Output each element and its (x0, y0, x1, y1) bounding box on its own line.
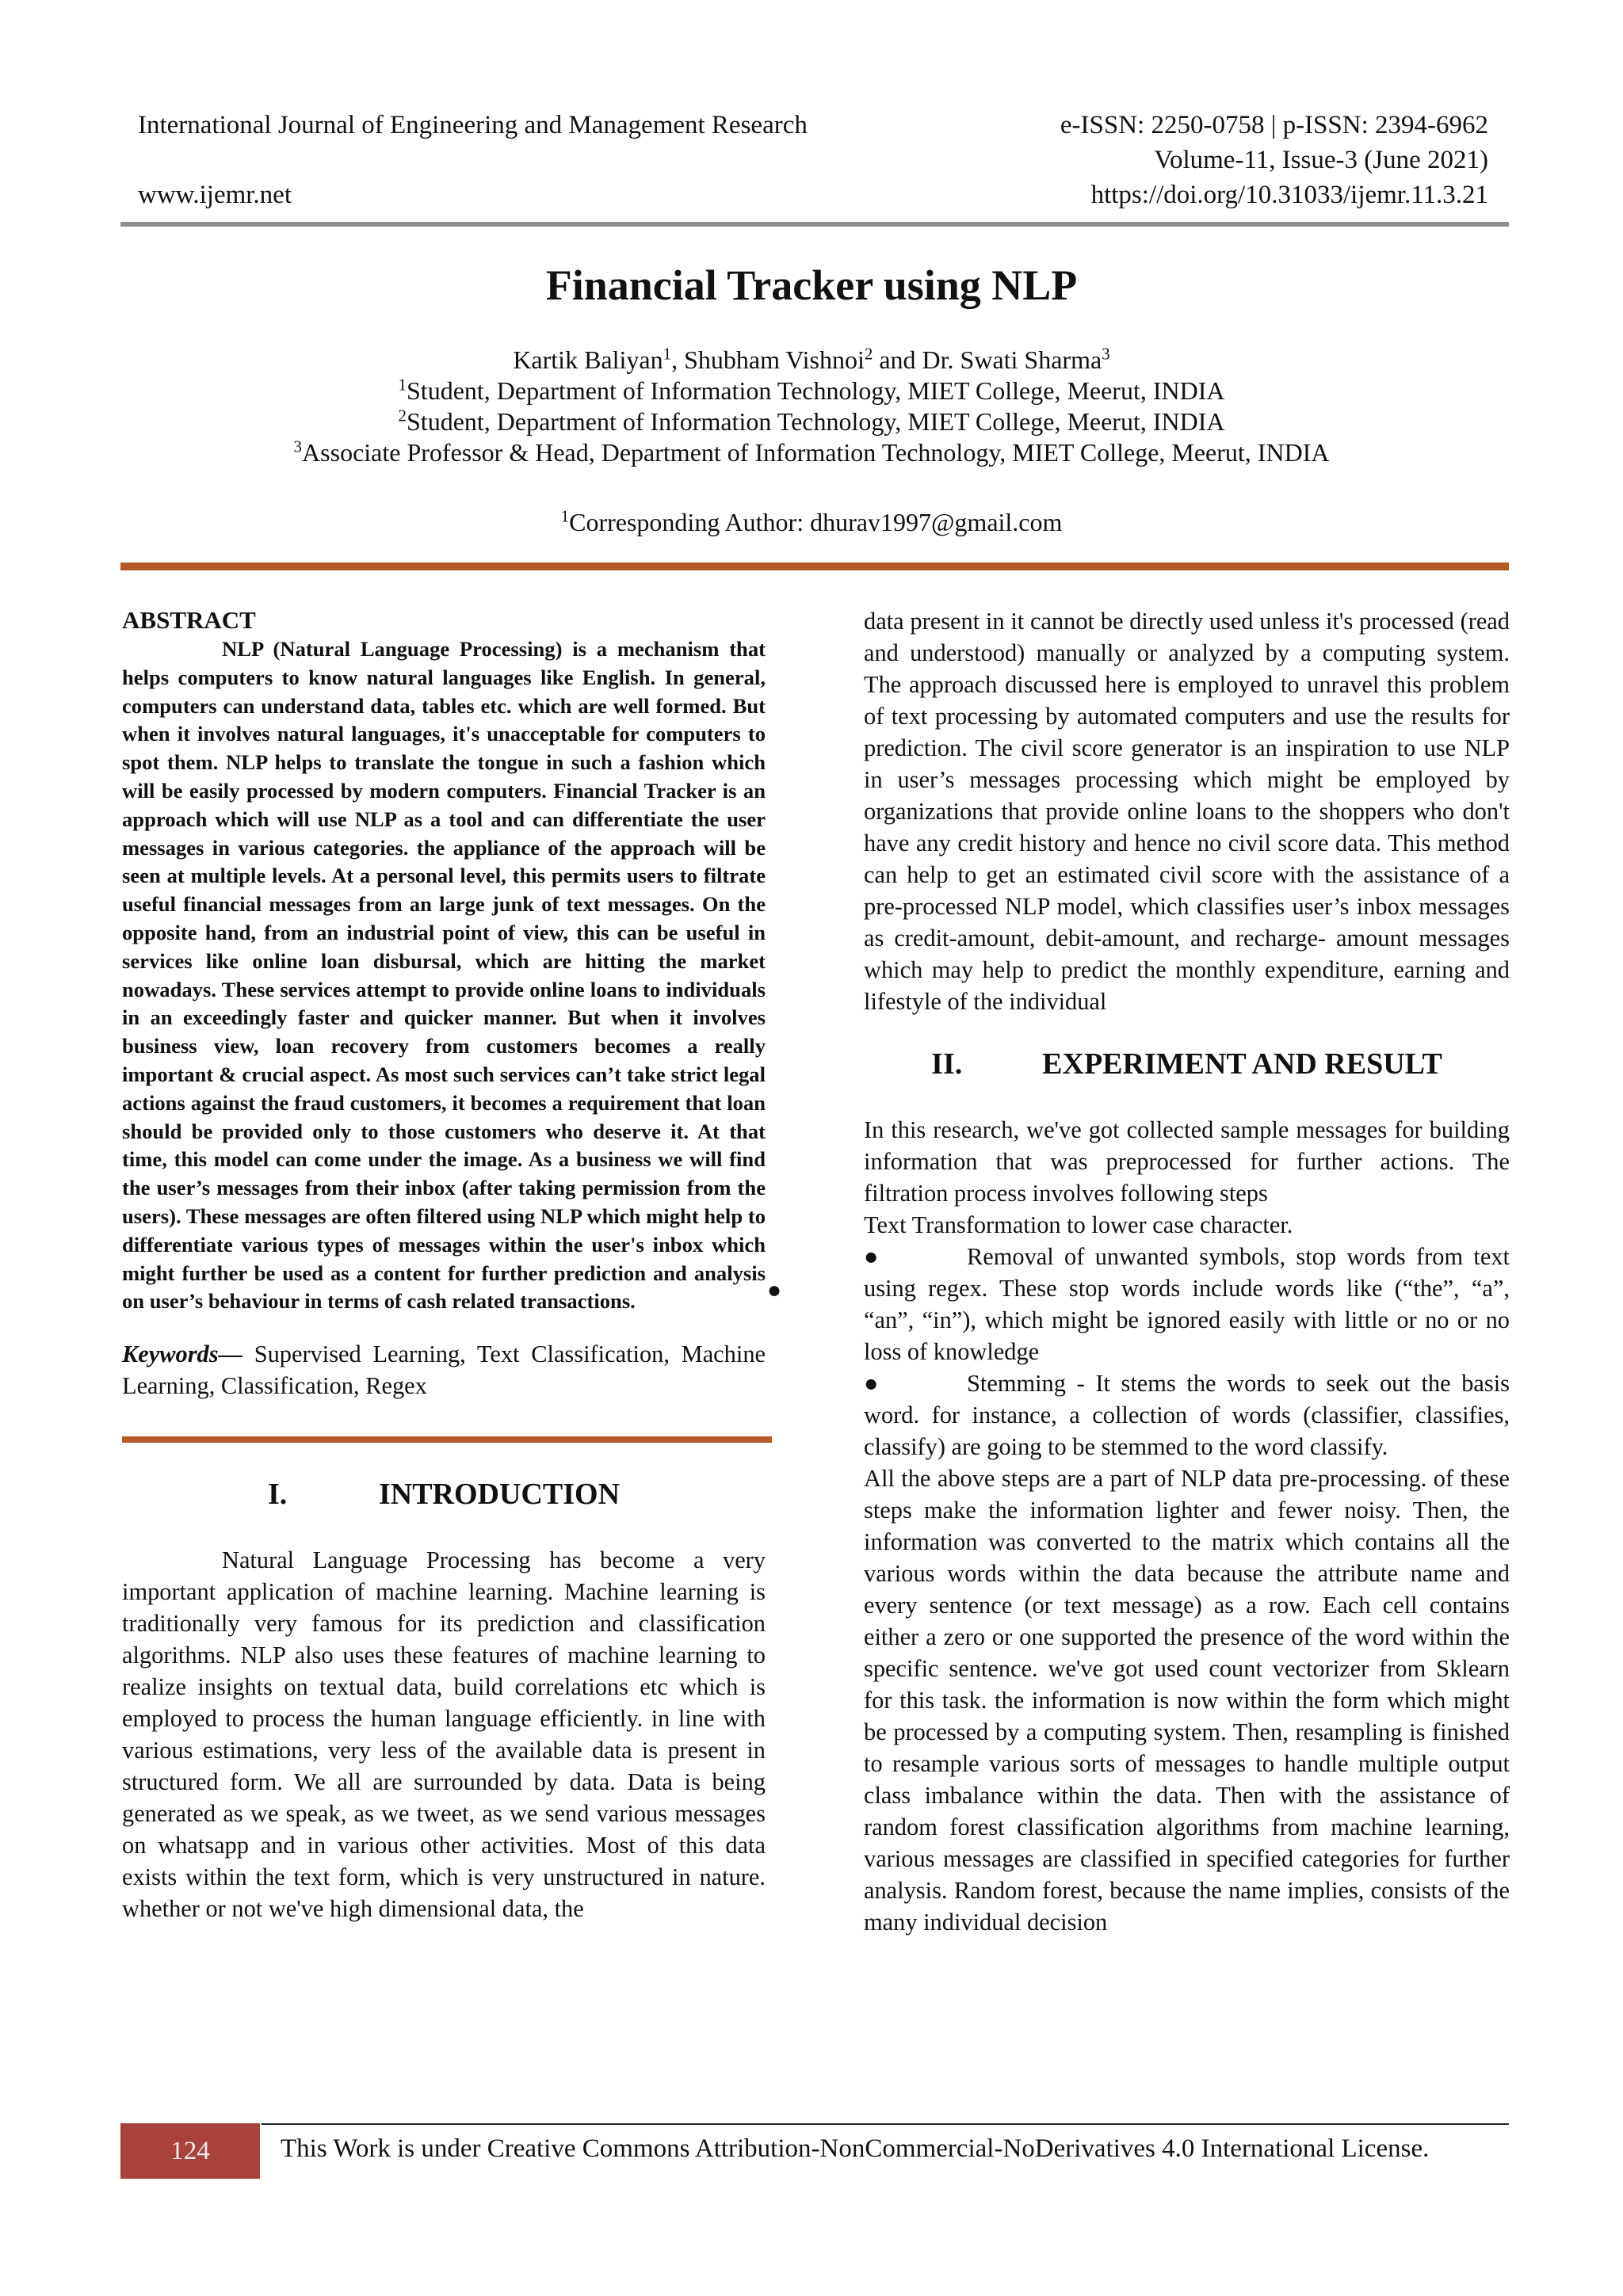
abstract-heading: ABSTRACT (122, 606, 256, 634)
experiment-p2: Text Transformation to lower case character. (864, 1211, 1293, 1238)
license-text: This Work is under Creative Commons Attribution-NonCommercial-NoDerivatives 4.0 International License. (281, 2134, 1430, 2163)
intro-number: I. (267, 1478, 288, 1512)
paper-title: Financial Tracker using NLP (545, 261, 1078, 309)
author-1-sup: 1 (663, 344, 672, 364)
author-2-sup: 2 (864, 344, 873, 364)
experiment-p3: All the above steps are a part of NLP data pre-processing. of these steps make the information lighter and fewer noisy. Then, the information was converted to the matrix which contains all the various words within the data because the attribute name and every sentence (or text message) as a row. Each cell contains either a zero or one supported the presence of the word within the specific sentence. we've got used count vectorizer from Sklearn for this task. the information is now within the form which might be processed by a computing system. Then, resampling is finished to resample various sorts of messages to handle multiple output class imbalance within the data. Then with the assistance of random forest classification algorithms from machine learning, various messages are classified in specified categories for further analysis. Random forest, because the name implies, consists of the many individual decision (864, 1465, 1510, 1936)
author-block (0, 345, 1623, 538)
abstract-divider (122, 1436, 772, 1443)
experiment-heading (864, 1046, 1510, 1082)
author-names (0, 345, 1623, 376)
affiliation-3-text: Associate Professor & Head, Department of Information Technology, MIET College, Meerut, INDIA (302, 438, 1330, 467)
keywords-label: Keywords— (122, 1341, 242, 1368)
experiment-title: EXPERIMENT AND RESULT (1042, 1047, 1442, 1081)
intro-title: INTRODUCTION (378, 1478, 621, 1512)
corresponding-author (0, 507, 1623, 538)
experiment-p1: In this research, we've got collected sample messages for building information that was preprocessed for further actions. The filtration process involves following steps (864, 1116, 1510, 1207)
page-number: 124 (120, 2123, 260, 2179)
doi-link[interactable]: https://doi.org/10.31033/ijemr.11.3.21 (1090, 181, 1488, 209)
abstract-text: NLP (Natural Language Processing) is a mechanism that helps computers to know natural languages like English. In general, computers can understand data, tables etc. which are well formed. But when it involves natural languages, it's unacceptable for computers to spot them. NLP helps to translate the tongue in such a fashion which will be easily processed by modern computers. Financial Tracker is an approach which will use NLP as a tool and can differentiate the user messages in various categories. the appliance of the approach will be seen at multiple levels. At a personal level, this permits users to filtrate useful financial messages from an large junk of text messages. On the opposite hand, from an industrial point of view, this can be useful in services like online loan disbursal, which are hitting the market nowadays. These services attempt to provide online loans to individuals in an exceedingly faster and quicker manner. But when it involves business view, loan recovery from customers becomes a really important & crucial aspect. As most such services can’t take strict legal actions against the fraud customers, it becomes a requirement that loan should be provided only to those customers who deserve it. At that time, this model can come under the image. As a business we will find the user’s messages from their inbox (after taking permission from the users). These messages are often filtered using NLP which might help to differentiate various types of messages within the user's inbox which might further be used as a content for further prediction and analysis on user’s behaviour in terms of cash related transactions. (122, 637, 766, 1314)
volume-issue: Volume-11, Issue-3 (June 2021) (1154, 146, 1488, 174)
intro-continuation: data present in it cannot be directly used unless it's processed (read and understood) manually or analyzed by a computing system. The approach discussed here is employed to unravel this problem of text processing by automated computers and use the results for prediction. The civil score generator is an inspiration to use NLP in user’s messages processing which might be employed by organizations that provide online loans to the shoppers who don't have any credit history and hence no civil score data. This method can help to get an estimated civil score with the assistance of a pre-processed NLP model, which classifies user’s inbox messages as credit-amount, debit-amount, and recharge- amount messages which may help to predict the monthly expenditure, earning and lifestyle of the individual (864, 608, 1510, 1015)
journal-website[interactable]: www.ijemr.net (138, 181, 292, 209)
corresponding-sup: 1 (560, 506, 570, 526)
journal-name: International Journal of Engineering and Management Research (138, 111, 808, 139)
step-removal (864, 1241, 1510, 1367)
affiliation-1 (0, 376, 1623, 406)
bullet-mark: ● (767, 1277, 782, 1303)
author-3-sup: 3 (1102, 344, 1110, 364)
intro-heading (122, 1476, 766, 1512)
corresponding-author-text: Corresponding Author: dhurav1997@gmail.com (569, 508, 1063, 536)
affiliation-3-sup: 3 (293, 437, 303, 456)
affiliation-1-sup: 1 (398, 375, 407, 395)
affiliation-2-sup: 2 (398, 406, 407, 425)
affiliation-2-text: Student, Department of Information Technology, MIET College, Meerut, INDIA (407, 407, 1225, 436)
keywords (122, 1338, 766, 1402)
intro-text: Natural Language Processing has become a very important application of machine learning. Machine learning is traditionally very famous for its prediction and classification algorithms. NLP also uses these features of machine learning to realize insights on textual data, build correlations etc which is employed to process the human language efficiently. in line with various estimations, very less of the available data is present in structured form. We all are surrounded by data. Data is being generated as we speak, as we tweet, as we send various messages on whatsapp and in various other activities. Most of this data exists within the text form, which is very unstructured in nature. whether or not we've high dimensional data, the (122, 1547, 766, 1923)
header-divider (120, 222, 1509, 227)
bullet-2: ● (864, 1370, 879, 1397)
step-removal-text: Removal of unwanted symbols, stop words from text using regex. These stop words include words like (“the”, “a”, “an”, “in”), which might be ignored easily with little or no or no loss of knowledge (864, 1243, 1510, 1365)
step-stemming (864, 1367, 1510, 1463)
author-2: , Shubham Vishnoi (671, 345, 865, 374)
footer-divider (262, 2123, 1509, 2125)
author-1: Kartik Baliyan (513, 345, 663, 374)
title-divider (120, 563, 1509, 570)
affiliation-1-text: Student, Department of Information Technology, MIET College, Meerut, INDIA (407, 376, 1225, 405)
bullet-1: ● (864, 1243, 879, 1270)
author-3: and Dr. Swati Sharma (873, 345, 1102, 374)
right-column (864, 605, 1510, 1938)
step-stemming-text: Stemming - It stems the words to seek out the basis word. for instance, a collection of words (classifier, classifies, classify) are going to be stemmed to the word classify. (864, 1370, 1510, 1460)
experiment-body (864, 1114, 1510, 1938)
left-column (122, 605, 766, 1924)
keywords-text: Supervised Learning, Text Classification, Machine Learning, Classification, Regex (122, 1341, 766, 1400)
experiment-number: II. (931, 1047, 963, 1081)
affiliation-2 (0, 406, 1623, 437)
affiliation-3 (0, 437, 1623, 468)
issn: e-ISSN: 2250-0758 | p-ISSN: 2394-6962 (1060, 111, 1488, 139)
